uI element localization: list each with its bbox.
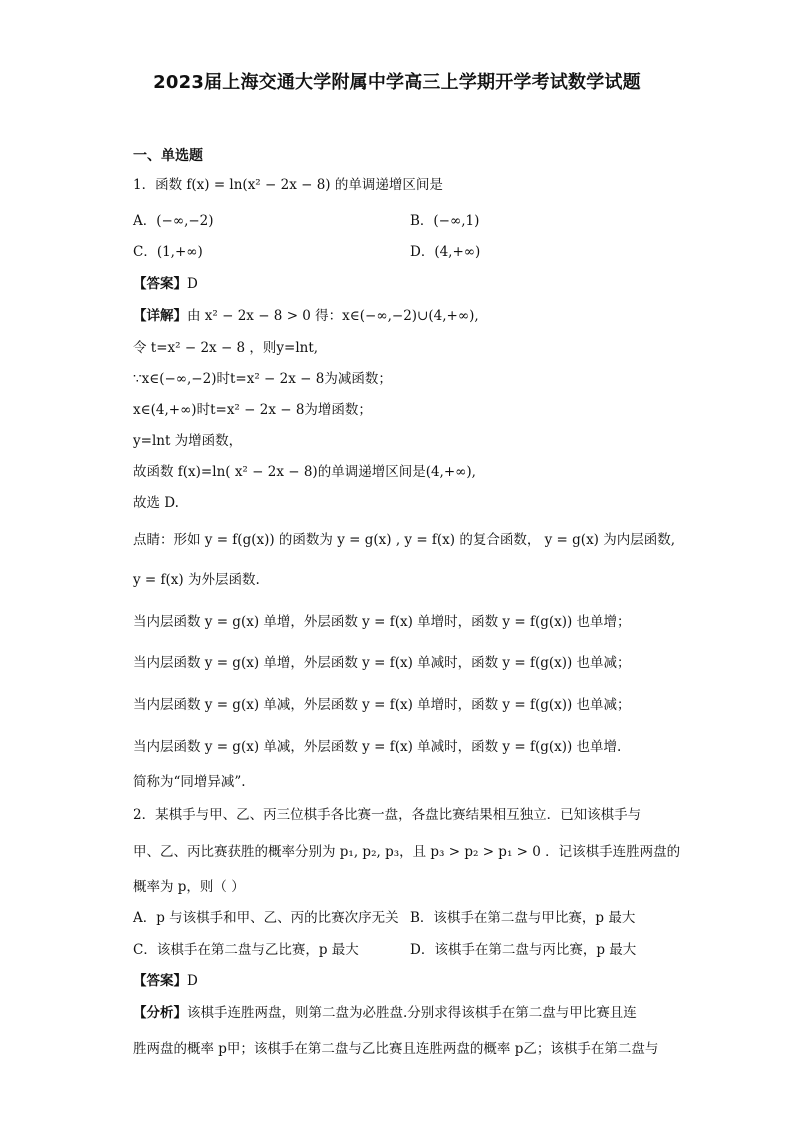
q2-stem-line: 2．某棋手与甲、乙、丙三位棋手各比赛一盘，各盘比赛结果相互独立．已知该棋手与 [133, 807, 642, 823]
q1-note-line: 简称为“同增异减”. [133, 774, 246, 790]
answer-value: D [187, 973, 198, 989]
q2-option-c: C．该棋手在第二盘与乙比赛，p 最大 [133, 942, 359, 958]
q2-option-b: B．该棋手在第二盘与甲比赛，p 最大 [410, 910, 636, 926]
q1-detail-line: ∵x∈(−∞,−2)时t=x² − 2x − 8为减函数； [133, 371, 392, 387]
q1-note-line: 当内层函数 y = g(x) 单减，外层函数 y = f(x) 单增时，函数 y = f(g(x)) 也单减； [133, 697, 631, 713]
q1-note-line: 点睛：形如 y = f(g(x)) 的函数为 y = g(x) , y = f(x) 的复合函数， y = g(x) 为内层函数, [133, 532, 676, 548]
q1-detail-line: 故函数 f(x)=ln( x² − 2x − 8)的单调递增区间是(4,+∞), [133, 464, 476, 480]
q1-note-line: 当内层函数 y = g(x) 单增，外层函数 y = f(x) 单减时，函数 y = f(g(x)) 也单减； [133, 655, 631, 671]
analysis-tag: 【分析】 [133, 1005, 187, 1021]
q1-detail-line: y=lnt 为增函数， [133, 433, 243, 449]
q1-detail-line: x∈(4,+∞)时t=x² − 2x − 8为增函数； [133, 402, 372, 418]
q1-answer [133, 275, 198, 293]
q1-option-a: A．(−∞,−2) [133, 213, 214, 229]
page-title: 2023届上海交通大学附属中学高三上学期开学考试数学试题 [153, 72, 641, 93]
analysis-text: 该棋手连胜两盘，则第二盘为必胜盘.分别求得该棋手在第二盘与甲比赛且连 [187, 1005, 637, 1021]
q1-detail-line: 令 t=x² − 2x − 8 ，则y=lnt, [133, 340, 319, 356]
q1-note-line: 当内层函数 y = g(x) 单减，外层函数 y = f(x) 单减时，函数 y = f(g(x)) 也单增. [133, 739, 622, 755]
q1-option-b: B．(−∞,1) [410, 213, 480, 229]
q1-note-line: y = f(x) 为外层函数. [133, 572, 260, 588]
detail-tag: 【详解】 [133, 308, 187, 324]
q1-option-c: C．(1,+∞) [133, 244, 203, 260]
q2-stem-line: 概率为 p，则（ ） [133, 879, 245, 895]
q2-answer [133, 972, 198, 990]
q1-note-line: 当内层函数 y = g(x) 单增，外层函数 y = f(x) 单增时，函数 y = f(g(x)) 也单增； [133, 614, 631, 630]
answer-tag: 【答案】 [133, 276, 187, 292]
answer-tag: 【答案】 [133, 973, 187, 989]
q1-option-d: D．(4,+∞) [410, 244, 481, 260]
q2-analysis-line [133, 1004, 637, 1022]
q2-analysis-line: 胜两盘的概率 p甲；该棋手在第二盘与乙比赛且连胜两盘的概率 p乙；该棋手在第二盘与 [133, 1041, 659, 1057]
q2-stem-line: 甲、乙、丙比赛获胜的概率分别为 p₁, p₂, p₃，且 p₃ > p₂ > p₁ > 0 ．记该棋手连胜两盘的 [133, 844, 681, 860]
q1-detail-line: 故选 D. [133, 495, 179, 511]
detail-text: 由 x² − 2x − 8 > 0 得：x∈(−∞,−2)∪(4,+∞), [187, 308, 479, 324]
q2-option-a: A．p 与该棋手和甲、乙、丙的比赛次序无关 [133, 910, 399, 926]
answer-value: D [187, 276, 198, 292]
q1-detail-line [133, 307, 479, 325]
q2-option-d: D．该棋手在第二盘与丙比赛，p 最大 [410, 942, 637, 958]
q1-stem: 1．函数 f(x) = ln(x² − 2x − 8) 的单调递增区间是 [133, 177, 443, 193]
section-heading: 一、单选题 [133, 148, 203, 164]
